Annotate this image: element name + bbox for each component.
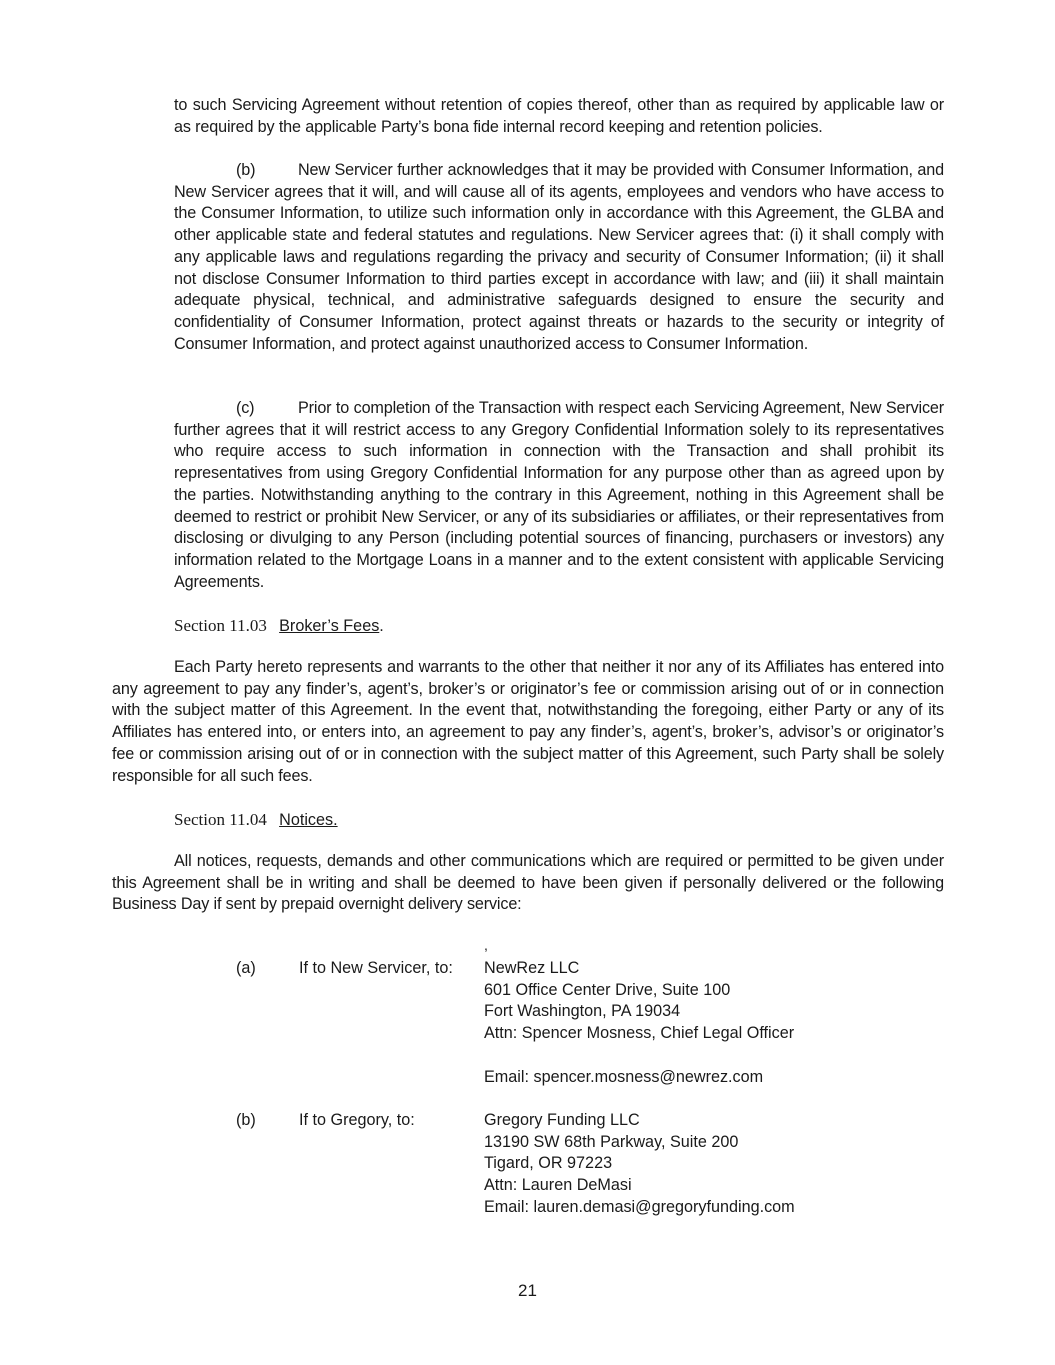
section-heading-11-04 (174, 809, 338, 831)
stray-comma: , (484, 937, 488, 953)
address-label: If to Gregory, to: (299, 1111, 415, 1129)
address-line: Fort Washington, PA 19034 (484, 1002, 681, 1021)
paragraph-c-text: Prior to completion of the Transaction with respect each Servicing Agreement, New Servicer further agrees that it will restrict access to any Gregory Confidential Information solely to its representatives who require access to such information in connection with the Transaction and shall prohibit its representatives from using Gregory Confidential Information for any purpose other than as agreed upon by the parties. Notwithstanding anything to the contrary in this Agreement, nothing in this Agreement shall be deemed to restrict or prohibit New Servicer, or any of its subsidiaries or affiliates, or their representatives from disclosing or divulging to any Person (including potential sources of financing, purchasers or investors) any information related to the Mortgage Loans in a manner and to the extent consistent with applicable Servicing Agreements. (174, 399, 944, 591)
address-line: 601 Office Center Drive, Suite 100 (484, 980, 731, 999)
section-number: Section 11.04 (174, 810, 267, 829)
paragraph-notices: All notices, requests, demands and other communications which are required or permitted to be given under this Agreement shall be in writing and shall be deemed to have been given if personally delivered or the following Business Day if sent by prepaid overnight delivery service: (112, 852, 944, 914)
address-line: Tigard, OR 97223 (484, 1154, 613, 1173)
address-line: NewRez LLC (484, 959, 580, 977)
address-letter: (a) (236, 959, 256, 977)
address-lines (484, 1110, 795, 1219)
paragraph-b-text: New Servicer further acknowledges that it may be provided with Consumer Information, and New Servicer agrees that it will, and will cause all of its agents, employees and vendors who have access to the Consumer Information, to utilize such information only in accordance with this Agreement, the GLBA and other applicable state and federal statutes and regulations. New Servicer agrees that: (i) it shall comply with any applicable laws and regulations regarding the privacy and security of Consumer Information; (ii) it shall not disclose Consumer Information to third parties except in accordance with law; and (iii) it shall maintain adequate physical, technical, and administrative safeguards designed to ensure the security and confidentiality of Consumer Information, protect against threats or hazards to the security or integrity of Consumer Information, and protect against unauthorized access to Consumer Information. (174, 161, 944, 353)
address-lines (484, 958, 794, 1088)
page-number: 21 (518, 1281, 537, 1300)
email-line: Email: lauren.demasi@gregoryfunding.com (484, 1197, 795, 1216)
email-line: Email: spencer.mosness@newrez.com (484, 1067, 764, 1086)
paragraph-c-label: (c) (236, 399, 255, 417)
section-number: Section 11.03 (174, 616, 267, 635)
section-title: Notices. (279, 811, 338, 829)
paragraph-b-label: (b) (236, 161, 256, 179)
paragraph-c (174, 398, 944, 593)
address-line: Attn: Spencer Mosness, Chief Legal Officer (484, 1024, 795, 1043)
paragraph-continuation: to such Servicing Agreement without retention of copies thereof, other than as required by applicable law or as required by the applicable Party’s bona fide internal record keeping and retention policies. (174, 96, 944, 136)
paragraph-b (174, 160, 944, 355)
section-title-period: . (379, 617, 384, 635)
address-line: 13190 SW 68th Parkway, Suite 200 (484, 1132, 739, 1151)
address-line: Attn: Lauren DeMasi (484, 1176, 632, 1195)
section-heading-11-03 (174, 615, 384, 637)
address-letter: (b) (236, 1111, 256, 1129)
address-line: Gregory Funding LLC (484, 1111, 640, 1129)
address-label: If to New Servicer, to: (299, 959, 453, 977)
paragraph-brokers-fees: Each Party hereto represents and warrants to the other that neither it nor any of its Affiliates has entered into any agreement to pay any finder’s, agent’s, broker’s or originator’s fee or commission arising out of or in connection with the subject matter of this Agreement. In the event that, notwithstanding the foregoing, either Party or any of its Affiliates has entered into, or enters into, an agreement to pay any finder’s, agent’s, broker’s, advisor’s or originator’s fee or commission arising out of or in connection with the subject matter of this Agreement, such Party shall be solely responsible for all such fees. (112, 658, 944, 785)
section-title: Broker’s Fees (279, 617, 380, 635)
